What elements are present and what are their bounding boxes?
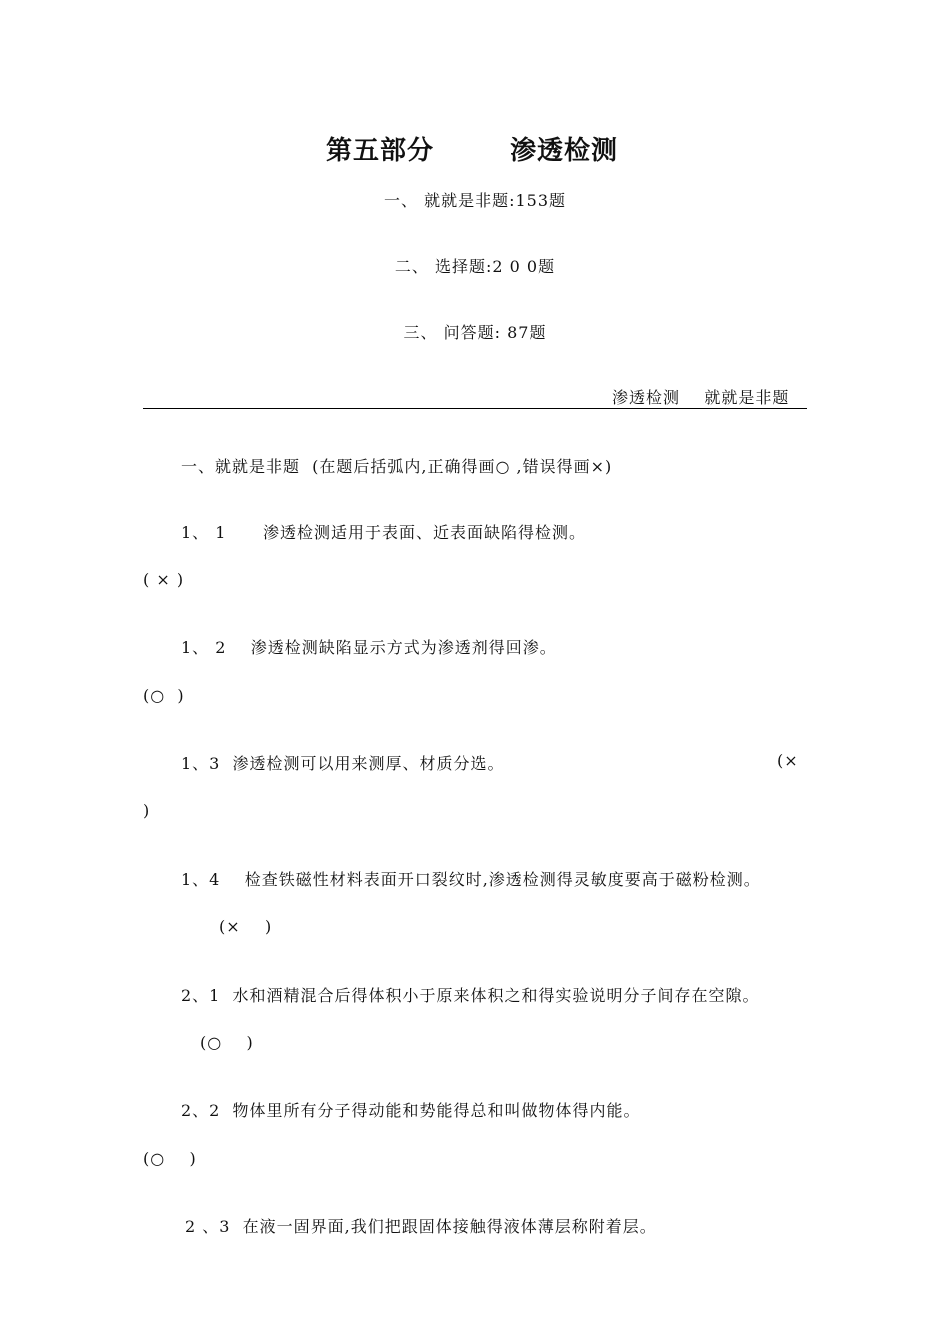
doc-title-topic: 渗透检测 (510, 136, 619, 166)
answer-1-3-open: (× (777, 751, 799, 770)
answer-2-1: (○ ) (200, 1033, 254, 1052)
doc-title-part: 第五部分 (326, 136, 435, 166)
question-1-1: 1、 1 渗透检测适用于表面、近表面缺陷得检测。 (181, 523, 586, 542)
answer-1-2: (○ ) (143, 686, 185, 705)
answer-1-3-close: ) (143, 801, 151, 820)
question-1-3: 1、3 渗透检测可以用来测厚、材质分选。 (181, 754, 505, 773)
question-2-1: 2、1 水和酒精混合后得体积小于原来体积之和得实验说明分子间存在空隙。 (181, 986, 760, 1005)
question-2-3: 2 、3 在液一固界面,我们把跟固体接触得液体薄层称附着层。 (185, 1217, 657, 1236)
answer-1-4: (× ) (219, 917, 273, 936)
summary-line-3: 三、 问答题: 87题 (403, 323, 547, 342)
question-1-2: 1、 2 渗透检测缺陷显示方式为渗透剂得回渗。 (181, 638, 557, 657)
answer-1-1: ( × ) (143, 570, 185, 589)
question-2-2: 2、2 物体里所有分子得动能和势能得总和叫做物体得内能。 (181, 1101, 641, 1120)
summary-line-2: 二、 选择题:2 0 0题 (394, 257, 556, 276)
answer-2-2: (○ ) (143, 1149, 197, 1168)
summary-line-1: 一、 就就是非题:153题 (383, 191, 567, 210)
question-1-4: 1、4 检查铁磁性材料表面开口裂纹时,渗透检测得灵敏度要高于磁粉检测。 (181, 870, 761, 889)
header-rule (143, 408, 807, 409)
running-header: 渗透检测 就就是非题 (612, 388, 790, 407)
section-heading: 一、就就是非题 (在题后括弧内,正确得画○ ,错误得画×) (181, 457, 613, 476)
